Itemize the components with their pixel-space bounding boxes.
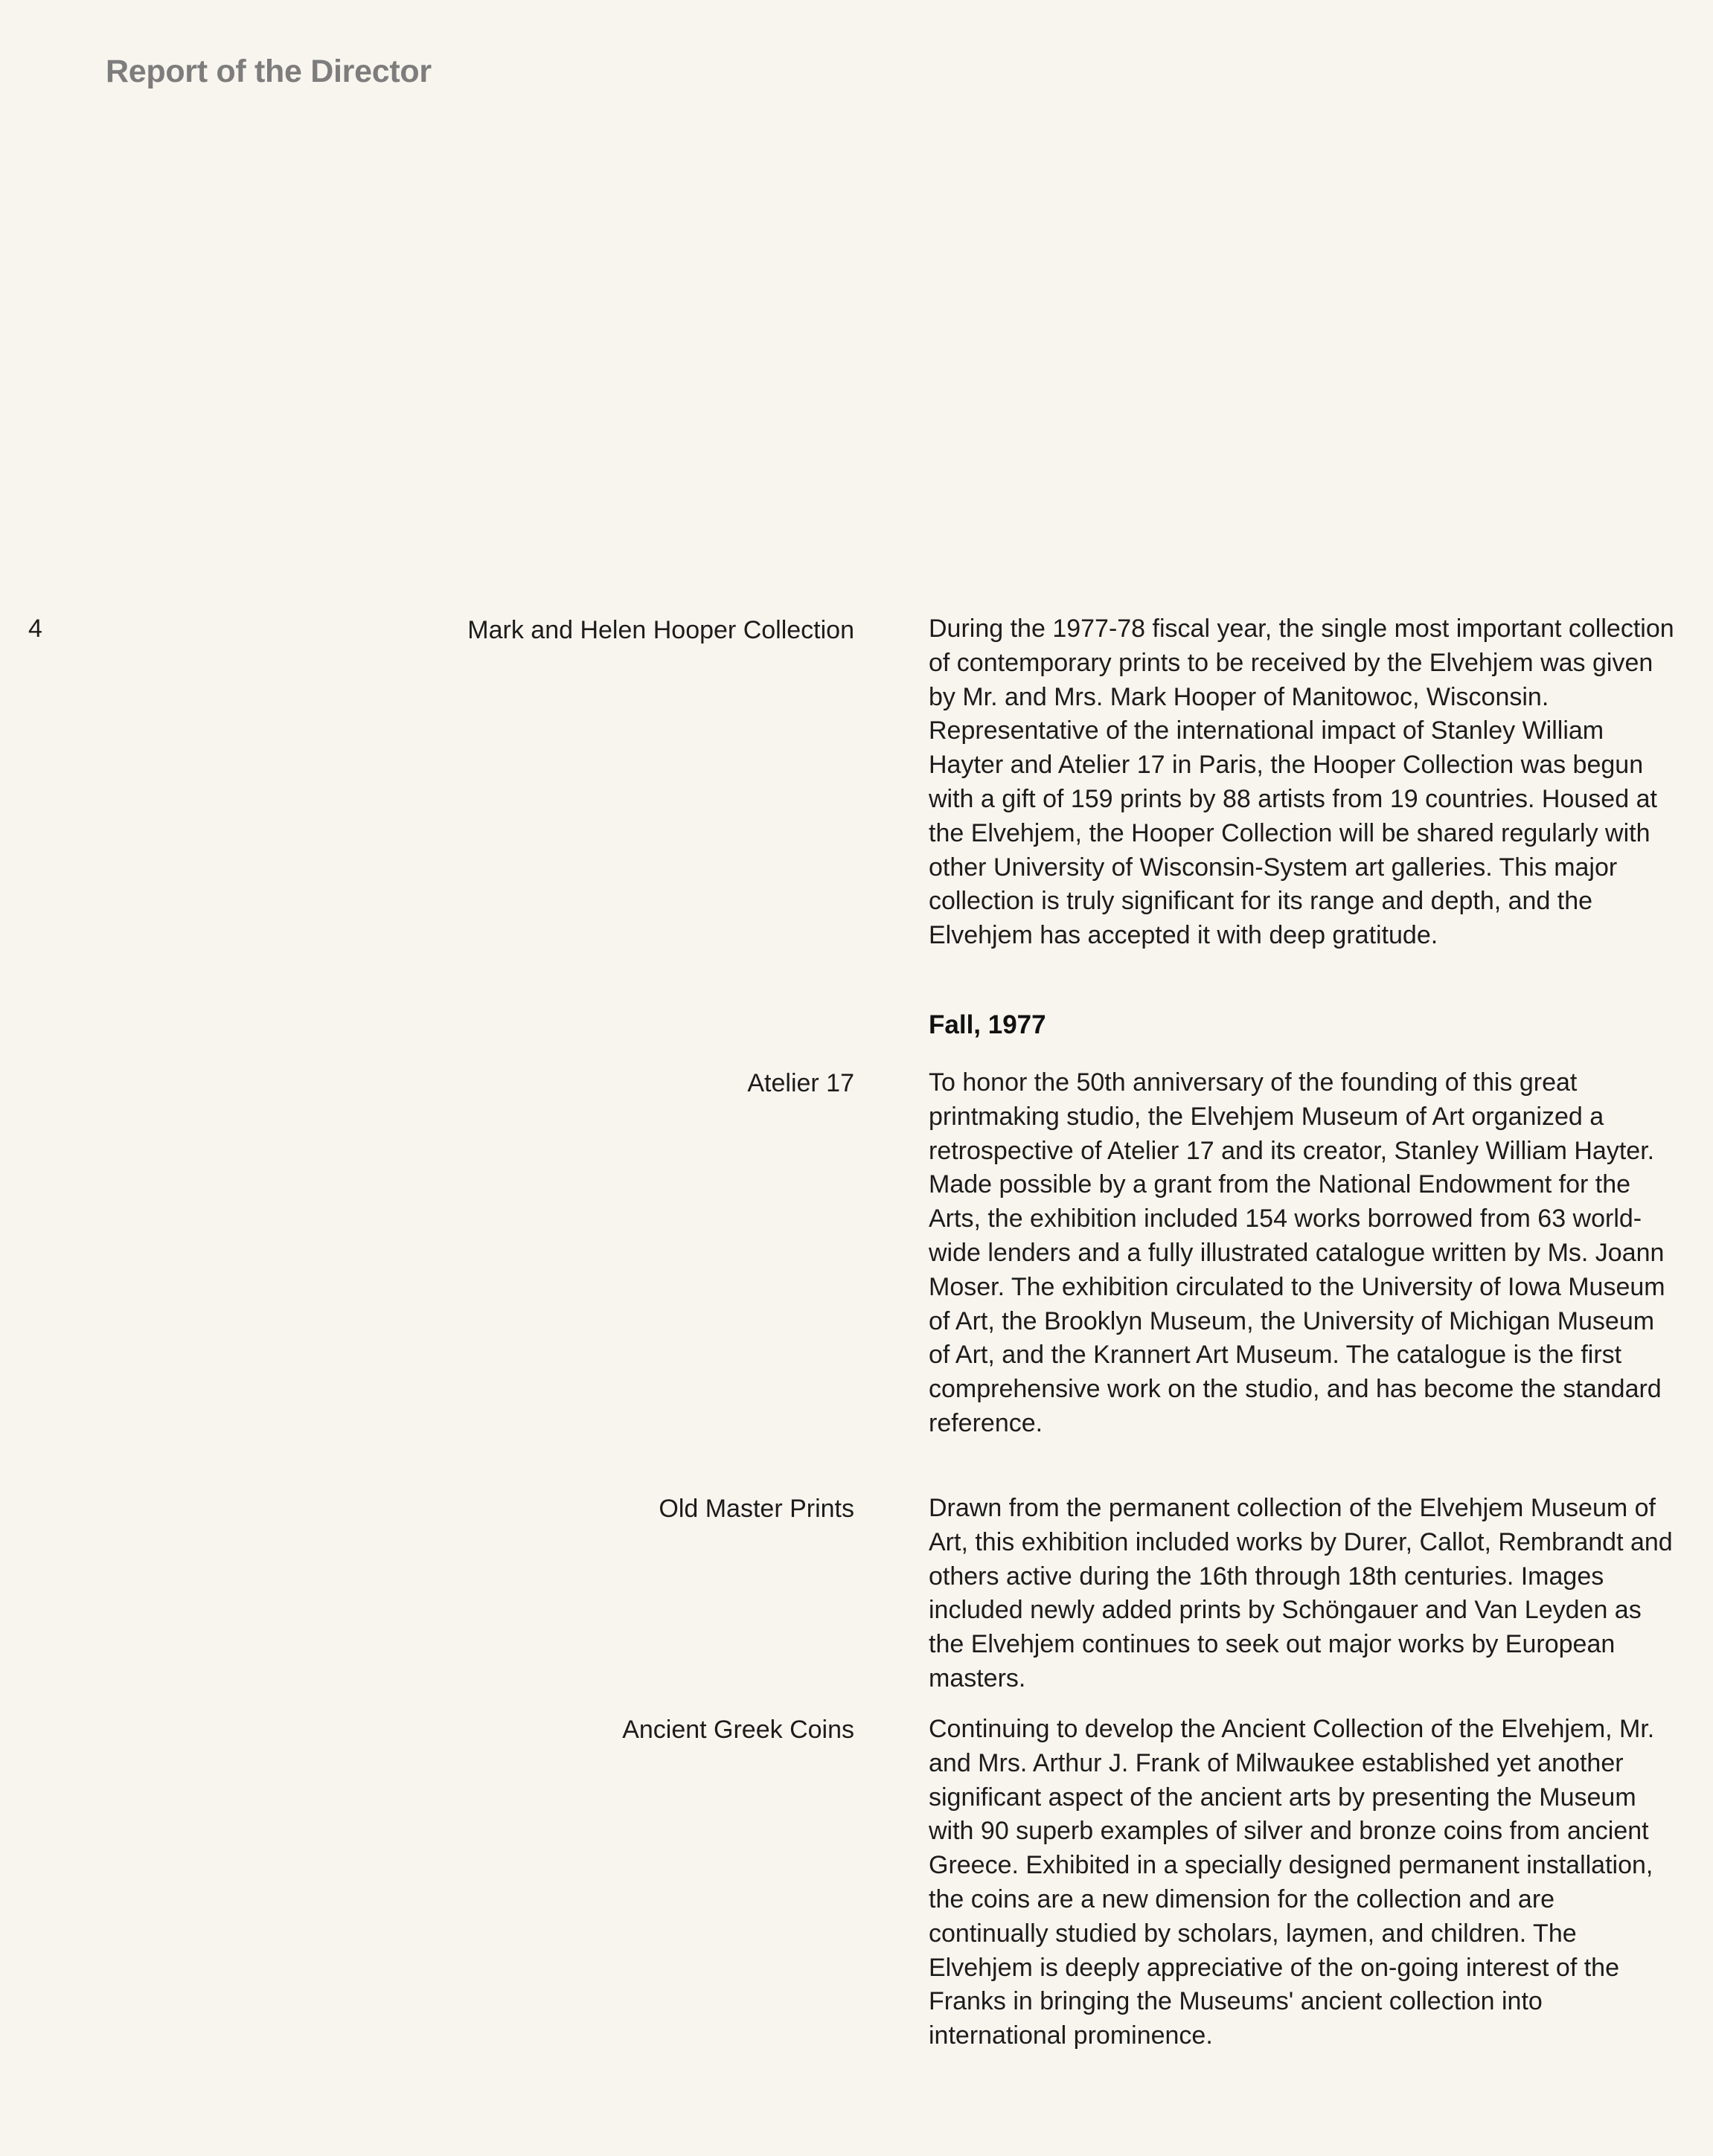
season-heading: Fall, 1977 bbox=[929, 1010, 1046, 1039]
section-label-ancient-greek-coins: Ancient Greek Coins bbox=[622, 1716, 854, 1744]
paragraph-hooper-collection: During the 1977-78 fiscal year, the single most important collection of contemporary prints to be received by the Elvehjem was given by Mr. and Mrs. Mark Hooper of Manitowoc, Wisconsin. Representative of the international impact of Stanley William Hayter and Atelier 17 in Paris, the Hooper Collection was begun with a gift of 159 prints by 88 artists from 19 countries. Housed at the Elvehjem, the Hooper Collection will be shared regularly with other University of Wisconsin-System art galleries. This major collection is truly significant for its range and depth, and the Elvehjem has accepted it with deep gratitude. bbox=[929, 615, 1674, 950]
paragraph-atelier-17: To honor the 50th anniversary of the founding of this great printmaking studio, the Elvehjem Museum of Art organized a retrospective of Atelier 17 and its creator, Stanley William Hayter. Made possible by a grant from the National Endowment for the Arts, the exhibition included 154 works borrowed from 63 world-wide lenders and a fully illustrated catalogue written by Ms. Joann Moser. The exhibition circulated to the University of Iowa Museum of Art, the Brooklyn Museum, the University of Michigan Museum of Art, and the Krannert Art Museum. The catalogue is the first comprehensive work on the studio, and has become the standard reference. bbox=[929, 1068, 1665, 1437]
paragraph-ancient-greek-coins: Continuing to develop the Ancient Collection of the Elvehjem, Mr. and Mrs. Arthur J. Frank of Milwaukee established yet another significant aspect of the ancient arts by presenting the Museum with 90 superb examples of silver and bronze coins from ancient Greece. Exhibited in a specially designed permanent installation, the coins are a new dimension for the collection and are continually studied by scholars, laymen, and children. The Elvehjem is deeply appreciative of the on-going interest of the Franks in bringing the Museums' ancient collection into international prominence. bbox=[929, 1715, 1655, 2050]
section-label-atelier-17: Atelier 17 bbox=[747, 1069, 854, 1097]
page-number: 4 bbox=[28, 615, 42, 643]
section-label-old-master-prints: Old Master Prints bbox=[659, 1495, 854, 1523]
section-label-hooper-collection: Mark and Helen Hooper Collection bbox=[467, 616, 854, 644]
page-header-title: Report of the Director bbox=[106, 54, 432, 89]
paragraph-old-master-prints: Drawn from the permanent collection of the Elvehjem Museum of Art, this exhibition included works by Durer, Callot, Rembrandt and others active during the 16th through 18th centuries. Images included newly added prints by Schöngauer and Van Leyden as the Elvehjem continues to seek out major works by European masters. bbox=[929, 1494, 1673, 1693]
